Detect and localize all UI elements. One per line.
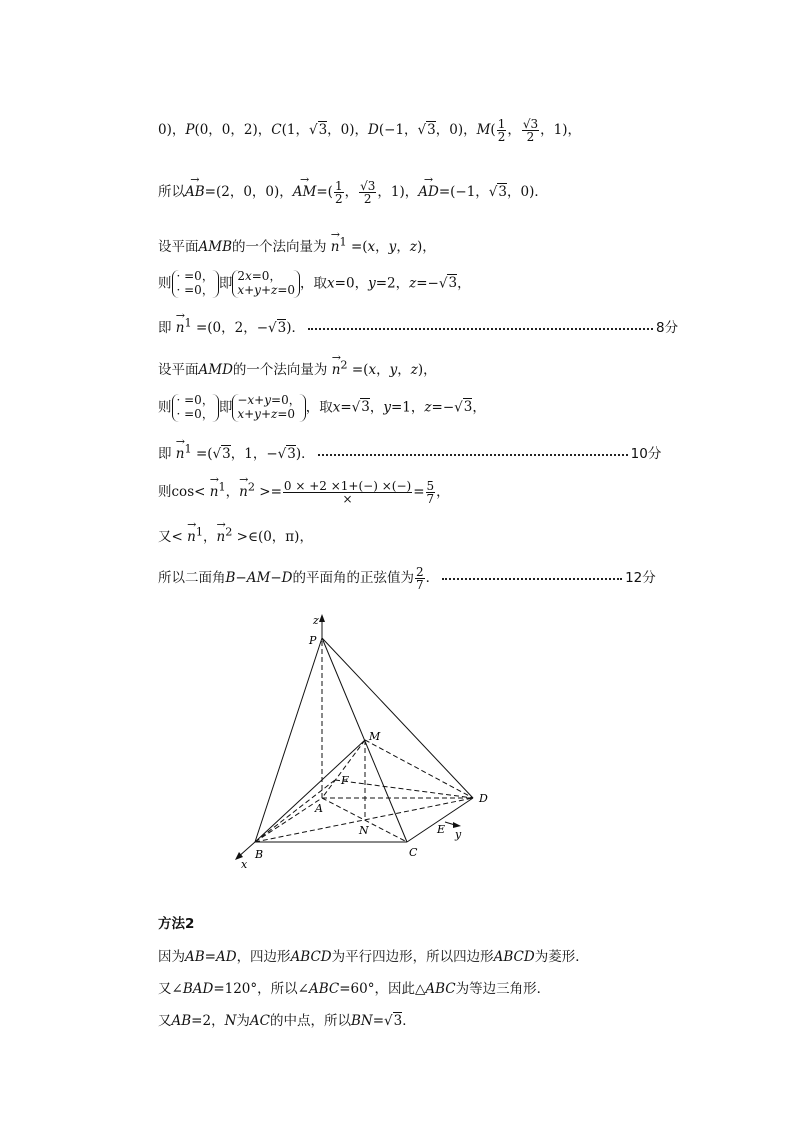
- label-e: E: [437, 823, 446, 836]
- label-c: C: [409, 846, 418, 859]
- edge-ma: [322, 740, 365, 798]
- label-n: N: [359, 824, 369, 837]
- method2-p3: 又AB=2，N为AC的中点，所以BN=√3．: [158, 1013, 416, 1029]
- normal-vector-1-result: 即 → $n^1 =(0$，2，−√3)． 8分: [158, 316, 678, 336]
- label-m: M: [369, 730, 381, 743]
- label-d: D: [479, 792, 488, 805]
- method2-title: 方法2: [158, 916, 195, 932]
- normal-vector-2-result: 即 → $n^1 =(√3$，1，−√3)． 10分: [158, 442, 661, 462]
- label-p: P: [309, 634, 317, 647]
- pyramid-figure: [225, 612, 488, 872]
- label-b: B: [255, 848, 264, 861]
- angle-range-line: 又< → $n^1$，→ $n^2$ >∈(0，π)，: [158, 525, 313, 545]
- score-10: 10分: [630, 446, 662, 462]
- normal-vector-1-intro: 设平面AMB的一个法向量为 → $n^1 =(x$，y，z)，: [158, 235, 436, 255]
- label-y: y: [455, 828, 462, 841]
- vector-am: → AM: [293, 184, 317, 200]
- z-axis-arrow: [319, 614, 325, 622]
- coordinates-line: 0)，P(0，0，2)，C(1，√3，0)，D(−1，√3，0)，M( $\frac{1}{2}$ ， $\frac{√3}{2}$ ，1)，: [158, 117, 581, 144]
- label-x: x: [241, 858, 248, 871]
- segment-bf: [255, 780, 335, 842]
- cosine-line: 则$\cos< \to n^1$，→ $n^2$ >= $\frac{0 \times +2 \times 1+(-) \times(-)}{\times}$ = $\frac{5}{7}$ ，: [158, 480, 450, 505]
- label-a: A: [315, 802, 323, 815]
- conclusion-line: 所以二面角B−AM−D的平面角的正弦值为 $\frac{2}{7}$ ． 12分: [158, 565, 656, 592]
- method2-p1: 因为AB=AD，四边形ABCD为平行四边形，所以四边形ABCD为菱形．: [158, 949, 589, 965]
- score-8: 8分: [656, 320, 679, 336]
- vectors-line: 所以→ AB=(2，0，0)，→ AM=( $\frac{1}{2}$ ， $\frac{√3}{2}$ ，1)，→ AD=(−1，√3，0)．: [158, 180, 548, 205]
- vector-ad: → AD: [418, 184, 439, 200]
- edge-md: [365, 740, 473, 798]
- label-f: F: [341, 774, 349, 787]
- system-2: 则 · =0， · =0， 即 −x+y=0， x+y+z=0 ，取x=√3，y=1，z=−√3，: [158, 393, 486, 421]
- segment-fd: [335, 780, 473, 798]
- label-z: z: [313, 614, 319, 627]
- normal-vector-2-intro: 设平面AMD的一个法向量为 → $n^2 =(x$，y，z)，: [158, 358, 437, 378]
- system-1: 则 · =0， · =0， 即 2x=0， x+y+z=0 ，取x=0，y=2，z=−√3，: [158, 269, 471, 297]
- vector-ab: → AB: [185, 184, 205, 200]
- method2-p2: 又∠BAD=120°，所以∠ABC=60°，因此△ABC为等边三角形．: [158, 981, 551, 997]
- score-12: 12分: [625, 570, 656, 586]
